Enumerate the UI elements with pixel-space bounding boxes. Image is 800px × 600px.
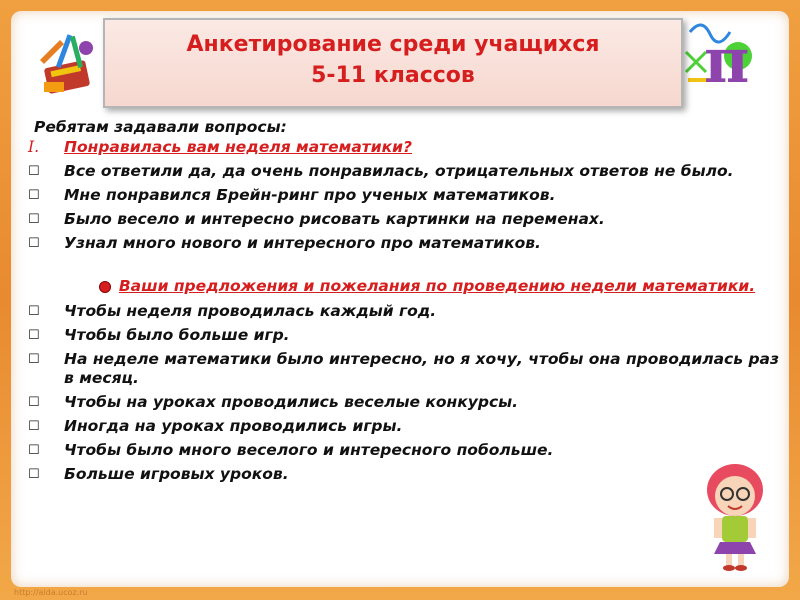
question-2: [72, 277, 782, 296]
list-item: [22, 417, 792, 436]
suggestion-text: Чтобы было много веселого и интересного побольше.: [64, 441, 554, 459]
title-box: [103, 18, 683, 108]
list-item: [22, 326, 792, 345]
list-item: [22, 234, 792, 253]
page-title: Анкетирование среди учащихся: [186, 32, 600, 57]
answer-text: Все ответили да, да очень понравилась, отрицательных ответов не было.: [64, 162, 734, 180]
checkbox-bullet-icon: ☐: [28, 352, 40, 367]
suggestion-text: На неделе математики было интересно, но я хочу, чтобы она проводилась раз в месяц.: [64, 350, 780, 387]
list-item: [22, 393, 792, 412]
question-1-text: Понравилась вам неделя математики?: [64, 138, 413, 156]
question-1: [22, 138, 792, 157]
red-bullet-icon: [99, 281, 111, 293]
list-item: [22, 210, 792, 229]
answer-text: Было весело и интересно рисовать картинки на переменах.: [64, 210, 605, 228]
school-supplies-icon: [38, 30, 98, 96]
list-item: [22, 302, 792, 321]
suggestion-text: Иногда на уроках проводились игры.: [64, 417, 403, 435]
suggestion-text: Больше игровых уроков.: [64, 465, 289, 483]
math-symbols-icon: [682, 12, 757, 102]
checkbox-bullet-icon: ☐: [28, 467, 40, 482]
list-item: [22, 186, 792, 205]
suggestion-text: Чтобы было больше игр.: [64, 326, 290, 344]
list-item: [22, 350, 792, 388]
pi-symbol: π: [704, 24, 750, 97]
suggestion-text: Чтобы неделя проводилась каждый год.: [64, 302, 437, 320]
checkbox-bullet-icon: ☐: [28, 419, 40, 434]
intro-text: Ребятам задавали вопросы:: [34, 118, 287, 136]
checkbox-bullet-icon: ☐: [28, 188, 40, 203]
list-item: [22, 465, 792, 484]
footer-url: http://aida.ucoz.ru: [14, 588, 88, 597]
page-subtitle: 5-11 классов: [311, 63, 475, 88]
checkbox-bullet-icon: ☐: [28, 212, 40, 227]
cartoon-girl-icon: [700, 460, 770, 572]
question-2-text: Ваши предложения и пожелания по проведению недели математики.: [118, 277, 756, 295]
suggestion-text: Чтобы на уроках проводились веселые конкурсы.: [64, 393, 519, 411]
checkbox-bullet-icon: ☐: [28, 236, 40, 251]
list-item: [22, 162, 792, 181]
answer-text: Узнал много нового и интересного про математиков.: [64, 234, 541, 252]
roman-numeral: I.: [28, 138, 40, 156]
checkbox-bullet-icon: ☐: [28, 304, 40, 319]
checkbox-bullet-icon: ☐: [28, 328, 40, 343]
checkbox-bullet-icon: ☐: [28, 164, 40, 179]
list-item: [22, 441, 792, 460]
survey-content: [22, 118, 792, 489]
answer-text: Мне понравился Брейн-ринг про ученых математиков.: [64, 186, 556, 204]
checkbox-bullet-icon: ☐: [28, 443, 40, 458]
checkbox-bullet-icon: ☐: [28, 395, 40, 410]
